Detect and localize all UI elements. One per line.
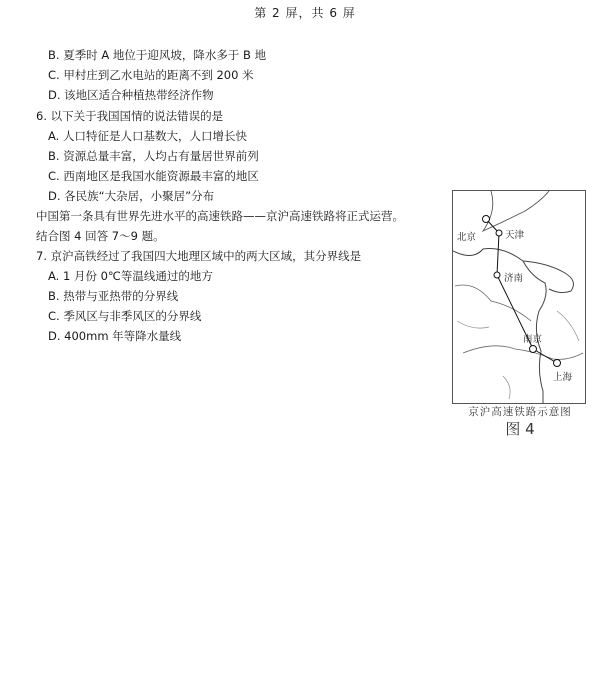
shandong-coast	[523, 261, 573, 293]
yangtze-river	[463, 346, 583, 360]
page-header: 第 2 屏，共 6 屏	[254, 6, 356, 20]
label-tianjin: 天津	[505, 230, 525, 241]
option-5c: C. 甲村庄到乙水电站的距离不到 200 米	[48, 68, 254, 82]
intro-reference: 结合图 4 回答 7～9 题。	[36, 229, 165, 243]
bohai-coast	[483, 191, 549, 231]
option-6a: A. 人口特征是人口基数大，人口增长快	[48, 129, 247, 143]
option-7c: C. 季风区与非季风区的分界线	[48, 309, 202, 323]
tianjin-dot	[496, 230, 502, 236]
intro-text: 中国第一条具有世界先进水平的高速铁路——京沪高速铁路将正式运营。	[36, 209, 404, 223]
label-beijing: 北京	[457, 232, 477, 243]
question-6: 6. 以下关于我国国情的说法错误的是	[36, 109, 224, 123]
option-6b: B. 资源总量丰富，人均占有量居世界前列	[48, 149, 259, 163]
province-borders	[457, 311, 579, 399]
shanghai-dot	[554, 360, 561, 367]
option-6d: D. 各民族“大杂居，小聚居”分布	[48, 189, 215, 203]
option-7a: A. 1 月份 0℃等温线通过的地方	[48, 269, 213, 283]
beijing-dot	[483, 216, 490, 223]
railway-map	[452, 190, 586, 404]
jinan-dot	[494, 272, 500, 278]
yellow-river	[455, 285, 531, 321]
question-7: 7. 京沪高铁经过了我国四大地理区域中的两大区域，其分界线是	[36, 249, 362, 263]
option-7d: D. 400mm 年等降水量线	[48, 329, 182, 343]
option-6c: C. 西南地区是我国水能资源最丰富的地区	[48, 169, 259, 183]
nanjing-dot	[530, 346, 537, 353]
option-7b: B. 热带与亚热带的分界线	[48, 289, 179, 303]
figure-label: 图 4	[505, 420, 535, 438]
label-shanghai: 上海	[553, 372, 573, 383]
rail-nanjing-shanghai	[533, 349, 557, 363]
figure-caption: 京沪高速铁路示意图	[468, 406, 572, 418]
rail-tianjin-jinan	[497, 233, 499, 275]
option-5d: D. 该地区适合种植热带经济作物	[48, 88, 214, 102]
label-jinan: 济南	[504, 273, 524, 284]
option-5b: B. 夏季时 A 地位于迎风坡，降水多于 B 地	[48, 48, 267, 62]
label-nanjing: 南京	[523, 334, 543, 345]
